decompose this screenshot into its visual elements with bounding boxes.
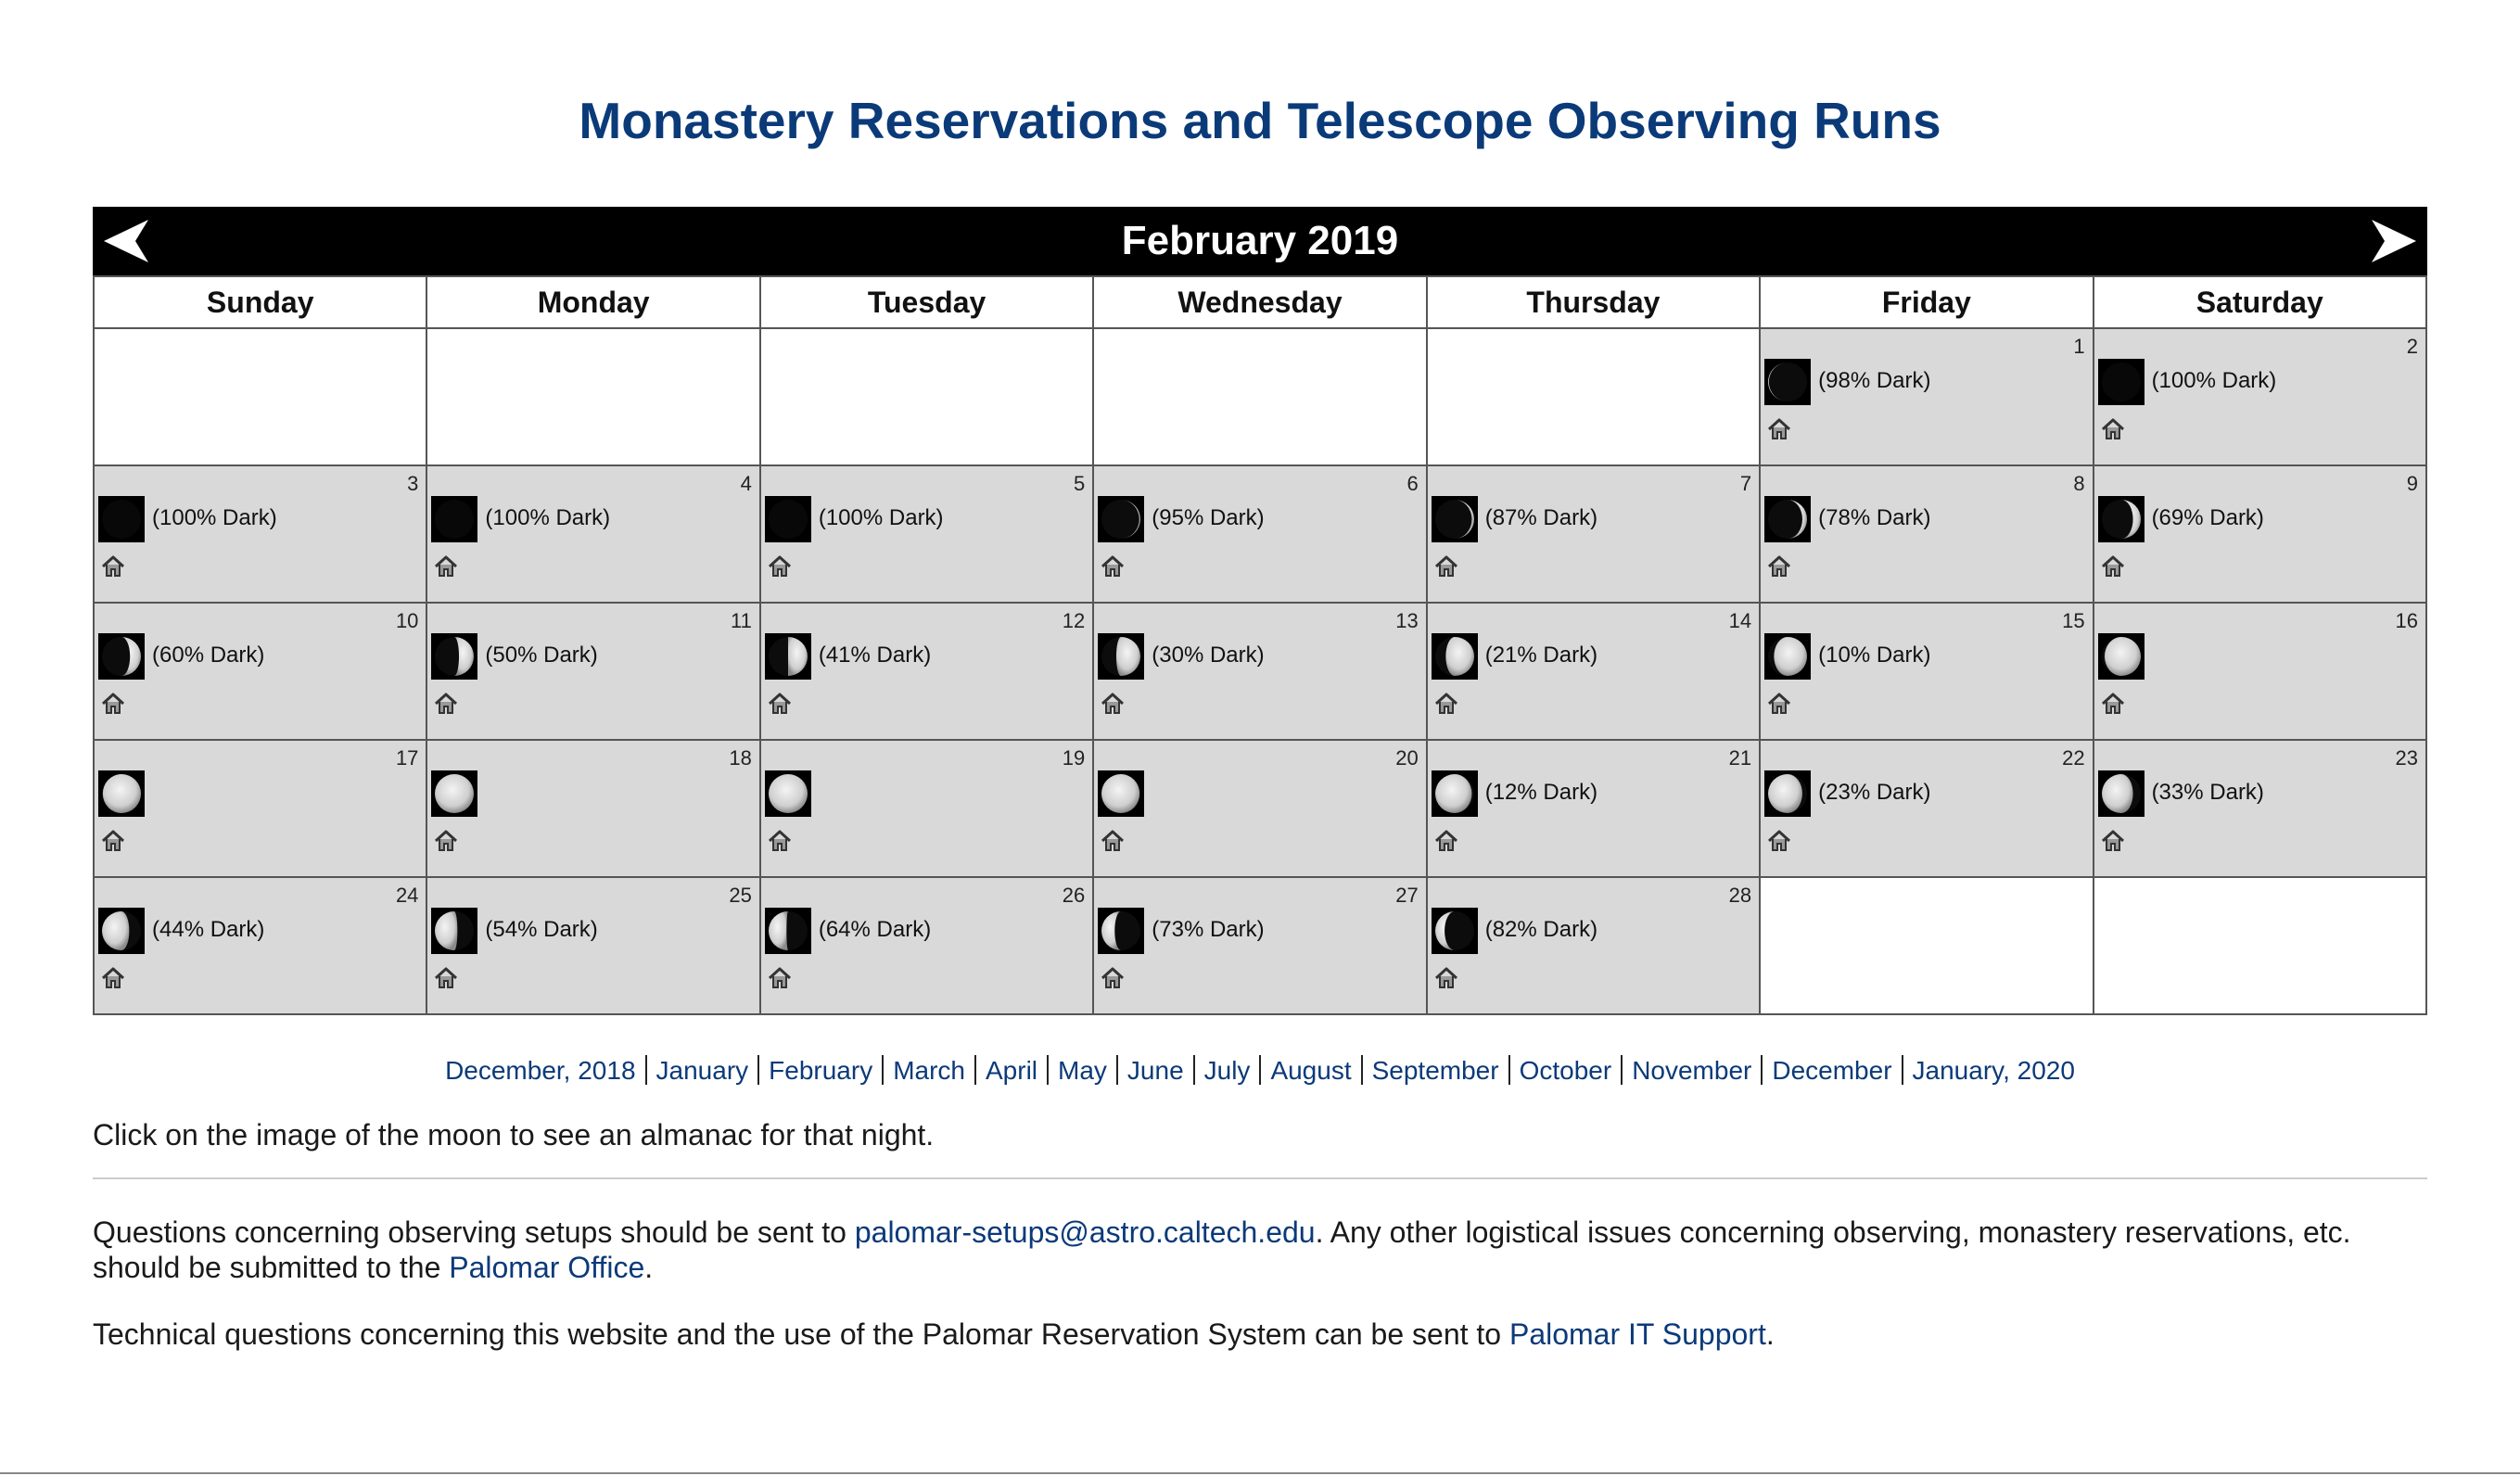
it-support-link[interactable]: Palomar IT Support — [1508, 1317, 1766, 1351]
darkness-label: (41% Dark) — [818, 643, 932, 668]
day-number: 11 — [731, 609, 752, 632]
support-text-1: Technical questions concerning this website and the use of the Palomar Reservation System can be sent to — [93, 1317, 1509, 1351]
moon-phase-icon[interactable] — [2098, 770, 2145, 817]
day-cell — [761, 878, 1094, 1015]
day-cell — [1761, 466, 2094, 604]
home-icon[interactable] — [1766, 554, 1792, 579]
darkness-label: (82% Dark) — [1484, 917, 1598, 942]
moon-phase-icon[interactable] — [431, 908, 477, 954]
link-separator — [1361, 1055, 1363, 1085]
link-separator — [1508, 1055, 1510, 1085]
day-number: 14 — [1728, 609, 1752, 632]
contact-paragraph — [93, 1215, 2427, 1285]
day-number: 20 — [1395, 746, 1419, 770]
day-cell — [1428, 466, 1761, 604]
contact-text-1: Questions concerning observing setups should be sent to — [93, 1215, 855, 1249]
link-separator — [1116, 1055, 1118, 1085]
moon-phase-icon[interactable] — [98, 633, 145, 680]
home-icon[interactable] — [767, 828, 793, 854]
moon-phase-icon[interactable] — [1098, 633, 1144, 680]
empty-day-cell — [427, 329, 760, 466]
day-number: 15 — [2062, 609, 2085, 632]
home-icon[interactable] — [1100, 828, 1126, 854]
darkness-label: (44% Dark) — [152, 917, 265, 942]
palomar-office-link[interactable]: Palomar Office — [449, 1251, 645, 1284]
bottom-divider — [0, 1472, 2520, 1474]
home-icon[interactable] — [1100, 965, 1126, 991]
link-separator — [1902, 1055, 1903, 1085]
darkness-label: (50% Dark) — [485, 643, 598, 668]
month-link[interactable]: May — [1058, 1056, 1107, 1085]
link-separator — [974, 1055, 976, 1085]
month-link[interactable]: March — [893, 1056, 965, 1085]
home-icon[interactable] — [2100, 691, 2126, 717]
day-number: 3 — [407, 472, 419, 495]
day-number: 2 — [2406, 335, 2418, 358]
day-cell — [427, 741, 760, 878]
calendar-grid — [93, 275, 2427, 1015]
moon-phase-icon[interactable] — [1098, 908, 1144, 954]
day-number: 12 — [1062, 609, 1086, 632]
day-number: 13 — [1395, 609, 1419, 632]
home-icon[interactable] — [2100, 554, 2126, 579]
darkness-label: (98% Dark) — [1818, 368, 1931, 393]
day-cell — [2094, 329, 2427, 466]
moon-phase-icon[interactable] — [765, 496, 811, 542]
day-cell — [761, 466, 1094, 604]
home-icon[interactable] — [1100, 691, 1126, 717]
moon-phase-icon[interactable] — [1432, 908, 1478, 954]
day-number: 7 — [1739, 472, 1752, 495]
day-number: 10 — [395, 609, 419, 632]
month-link[interactable]: July — [1203, 1056, 1251, 1085]
day-cell — [95, 604, 427, 741]
support-text-2: . — [1765, 1317, 1775, 1351]
day-number: 21 — [1728, 746, 1752, 770]
day-number: 16 — [2395, 609, 2418, 632]
month-link[interactable]: August — [1270, 1056, 1352, 1085]
moon-phase-icon[interactable] — [431, 770, 477, 817]
calendar-header — [93, 207, 2427, 275]
weekday-header: Monday — [427, 277, 760, 329]
month-link[interactable]: June — [1126, 1056, 1184, 1085]
setups-email-link[interactable]: palomar-setups@astro.caltech.edu — [854, 1215, 1316, 1249]
day-cell — [1094, 466, 1427, 604]
home-icon[interactable] — [433, 828, 459, 854]
day-cell — [1761, 604, 2094, 741]
link-separator — [1621, 1055, 1623, 1085]
moon-phase-icon[interactable] — [1764, 496, 1811, 542]
home-icon[interactable] — [767, 691, 793, 717]
moon-phase-icon[interactable] — [765, 633, 811, 680]
darkness-label: (10% Dark) — [1818, 643, 1931, 668]
moon-phase-icon[interactable] — [98, 908, 145, 954]
darkness-label: (100% Dark) — [2151, 368, 2277, 393]
day-number: 27 — [1395, 884, 1419, 907]
month-link[interactable]: January, 2020 — [1912, 1056, 2075, 1085]
day-number: 23 — [2395, 746, 2418, 770]
day-number: 17 — [395, 746, 419, 770]
calendar — [93, 207, 2427, 1015]
day-number: 9 — [2406, 472, 2418, 495]
moon-phase-icon[interactable] — [431, 496, 477, 542]
darkness-label: (21% Dark) — [1484, 643, 1598, 668]
day-cell — [1428, 878, 1761, 1015]
home-icon[interactable] — [1433, 554, 1459, 579]
darkness-label: (100% Dark) — [152, 505, 277, 530]
day-number: 8 — [2073, 472, 2085, 495]
right-arrow-icon[interactable] — [2370, 218, 2418, 264]
day-cell — [2094, 604, 2427, 741]
moon-phase-icon[interactable] — [2098, 496, 2145, 542]
moon-phase-icon[interactable] — [2098, 359, 2145, 405]
moon-phase-icon[interactable] — [1098, 770, 1144, 817]
day-cell — [95, 466, 427, 604]
support-paragraph — [93, 1317, 2427, 1352]
weekday-header: Wednesday — [1094, 277, 1427, 329]
day-number: 6 — [1406, 472, 1419, 495]
day-number: 24 — [395, 884, 419, 907]
home-icon[interactable] — [1100, 554, 1126, 579]
day-number: 19 — [1062, 746, 1086, 770]
almanac-note: Click on the image of the moon to see an almanac for that night. — [93, 1118, 935, 1152]
moon-phase-icon[interactable] — [765, 908, 811, 954]
month-link[interactable]: January — [655, 1056, 749, 1085]
month-link[interactable]: September — [1371, 1056, 1499, 1085]
moon-phase-icon[interactable] — [1764, 770, 1811, 817]
weekday-header: Thursday — [1428, 277, 1761, 329]
link-separator — [882, 1055, 884, 1085]
weekday-header: Sunday — [95, 277, 427, 329]
darkness-label: (78% Dark) — [1818, 505, 1931, 530]
month-link[interactable]: February — [769, 1056, 873, 1085]
day-cell — [1761, 329, 2094, 466]
darkness-label: (33% Dark) — [2151, 780, 2264, 805]
home-icon[interactable] — [1766, 828, 1792, 854]
day-number: 18 — [729, 746, 752, 770]
darkness-label: (73% Dark) — [1152, 917, 1265, 942]
darkness-label: (12% Dark) — [1484, 780, 1598, 805]
darkness-label: (23% Dark) — [1818, 780, 1931, 805]
weekday-header: Saturday — [2094, 277, 2427, 329]
day-cell — [95, 878, 427, 1015]
darkness-label: (100% Dark) — [818, 505, 944, 530]
moon-phase-icon[interactable] — [2098, 633, 2145, 680]
month-link[interactable]: December, 2018 — [445, 1056, 636, 1085]
left-arrow-icon[interactable] — [102, 218, 150, 264]
moon-phase-icon[interactable] — [1432, 770, 1478, 817]
moon-phase-icon[interactable] — [1432, 633, 1478, 680]
home-icon[interactable] — [433, 965, 459, 991]
home-icon[interactable] — [433, 691, 459, 717]
moon-phase-icon[interactable] — [98, 770, 145, 817]
moon-phase-icon[interactable] — [431, 633, 477, 680]
day-cell — [2094, 466, 2427, 604]
day-number: 26 — [1062, 884, 1086, 907]
contact-text-3: . — [644, 1251, 654, 1284]
empty-day-cell — [1428, 329, 1761, 466]
day-cell — [95, 741, 427, 878]
darkness-label: (54% Dark) — [485, 917, 598, 942]
home-icon[interactable] — [1433, 691, 1459, 717]
darkness-label: (100% Dark) — [485, 505, 611, 530]
home-icon[interactable] — [1766, 416, 1792, 442]
page-title: Monastery Reservations and Telescope Observing Runs — [579, 92, 1941, 149]
home-icon[interactable] — [100, 691, 126, 717]
weekday-header: Friday — [1761, 277, 2094, 329]
home-icon[interactable] — [2100, 828, 2126, 854]
day-number: 22 — [2062, 746, 2085, 770]
darkness-label: (30% Dark) — [1152, 643, 1265, 668]
day-cell — [427, 466, 760, 604]
darkness-label: (64% Dark) — [818, 917, 932, 942]
home-icon[interactable] — [2100, 416, 2126, 442]
divider — [93, 1177, 2427, 1179]
link-separator — [757, 1055, 759, 1085]
link-separator — [1259, 1055, 1261, 1085]
link-separator — [645, 1055, 647, 1085]
day-cell — [761, 741, 1094, 878]
moon-phase-icon[interactable] — [1098, 496, 1144, 542]
home-icon[interactable] — [1433, 828, 1459, 854]
home-icon[interactable] — [100, 828, 126, 854]
darkness-label: (95% Dark) — [1152, 505, 1265, 530]
moon-phase-icon[interactable] — [98, 496, 145, 542]
month-link[interactable]: April — [986, 1056, 1038, 1085]
month-title: February 2019 — [1121, 218, 1399, 263]
day-cell — [1094, 741, 1427, 878]
darkness-label: (69% Dark) — [2151, 505, 2264, 530]
link-separator — [1047, 1055, 1049, 1085]
day-number: 4 — [740, 472, 752, 495]
home-icon[interactable] — [100, 965, 126, 991]
contact-text-2: . Any other logistical issues concerning observing, monastery reservations, etc. should be submitted to the — [93, 1215, 2351, 1284]
day-cell — [1094, 878, 1427, 1015]
day-cell — [1761, 741, 2094, 878]
day-cell — [2094, 741, 2427, 878]
moon-phase-icon[interactable] — [1432, 496, 1478, 542]
empty-day-cell — [1094, 329, 1427, 466]
home-icon[interactable] — [767, 554, 793, 579]
home-icon[interactable] — [1433, 965, 1459, 991]
link-separator — [1193, 1055, 1195, 1085]
day-cell — [427, 878, 760, 1015]
home-icon[interactable] — [100, 554, 126, 579]
empty-day-cell — [95, 329, 427, 466]
day-number: 1 — [2073, 335, 2085, 358]
empty-day-cell — [2094, 878, 2427, 1015]
day-cell — [1428, 741, 1761, 878]
moon-phase-icon[interactable] — [765, 770, 811, 817]
month-link[interactable]: November — [1632, 1056, 1752, 1085]
day-cell — [427, 604, 760, 741]
darkness-label: (87% Dark) — [1484, 505, 1598, 530]
day-cell — [1094, 604, 1427, 741]
day-number: 5 — [1074, 472, 1086, 495]
home-icon[interactable] — [433, 554, 459, 579]
month-link[interactable]: December — [1772, 1056, 1892, 1085]
weekday-header: Tuesday — [761, 277, 1094, 329]
empty-day-cell — [761, 329, 1094, 466]
home-icon[interactable] — [767, 965, 793, 991]
month-link[interactable]: October — [1519, 1056, 1612, 1085]
darkness-label: (60% Dark) — [152, 643, 265, 668]
empty-day-cell — [1761, 878, 2094, 1015]
day-number: 28 — [1728, 884, 1752, 907]
link-separator — [1761, 1055, 1763, 1085]
moon-phase-icon[interactable] — [1764, 633, 1811, 680]
day-number: 25 — [729, 884, 752, 907]
day-cell — [1428, 604, 1761, 741]
month-links — [93, 1055, 2427, 1086]
day-cell — [761, 604, 1094, 741]
moon-phase-icon[interactable] — [1764, 359, 1811, 405]
home-icon[interactable] — [1766, 691, 1792, 717]
